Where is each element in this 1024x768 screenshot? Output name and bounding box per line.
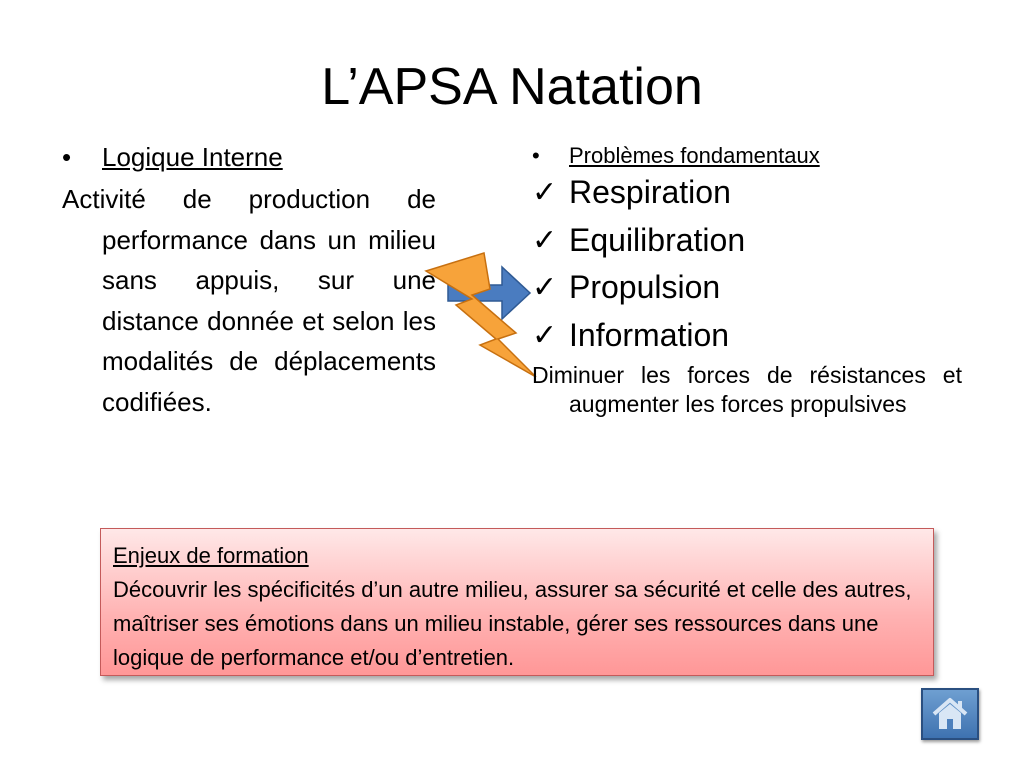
list-item xyxy=(532,169,962,217)
enjeux-text: Découvrir les spécificités d’un autre milieu, assurer sa sécurité et celle des autres, maîtriser ses émotions dans un milieu instable, gérer ses ressources dans une logique de performance et/ou d’entretien. xyxy=(113,577,912,670)
list-item xyxy=(532,312,962,360)
check-icon: ✓ xyxy=(532,271,558,305)
problemes-list xyxy=(532,169,962,359)
list-item-label: Equilibration xyxy=(569,221,746,258)
bullet-icon: • xyxy=(62,142,72,172)
check-icon: ✓ xyxy=(532,318,558,352)
logique-interne-section xyxy=(62,142,436,422)
home-button[interactable] xyxy=(921,688,979,740)
lightning-bolt-icon xyxy=(426,253,536,377)
problemes-heading: Problèmes fondamentaux xyxy=(569,143,820,168)
list-item-label: Information xyxy=(569,316,730,353)
problemes-section xyxy=(532,143,962,419)
home-icon xyxy=(930,695,970,733)
logique-interne-heading: Logique Interne xyxy=(102,142,283,172)
check-icon: ✓ xyxy=(532,176,558,210)
list-item xyxy=(532,217,962,265)
logique-interne-text: Activité de production de performance dans un milieu sans appuis, sur une distance donnée et selon les modalités de déplacements codifiées. xyxy=(62,184,436,417)
list-item-label: Respiration xyxy=(569,174,731,211)
enjeux-title: Enjeux de formation xyxy=(113,543,309,568)
arrow-lightning-graphic xyxy=(420,245,540,385)
enjeux-box xyxy=(100,528,934,676)
slide-title: L’APSA Natation xyxy=(321,58,703,116)
bullet-icon: • xyxy=(532,143,540,168)
check-icon: ✓ xyxy=(532,223,558,257)
list-item xyxy=(532,264,962,312)
problemes-text: Diminuer les forces de résistances et augmenter les forces propulsives xyxy=(532,362,962,417)
list-item-label: Propulsion xyxy=(569,269,721,306)
